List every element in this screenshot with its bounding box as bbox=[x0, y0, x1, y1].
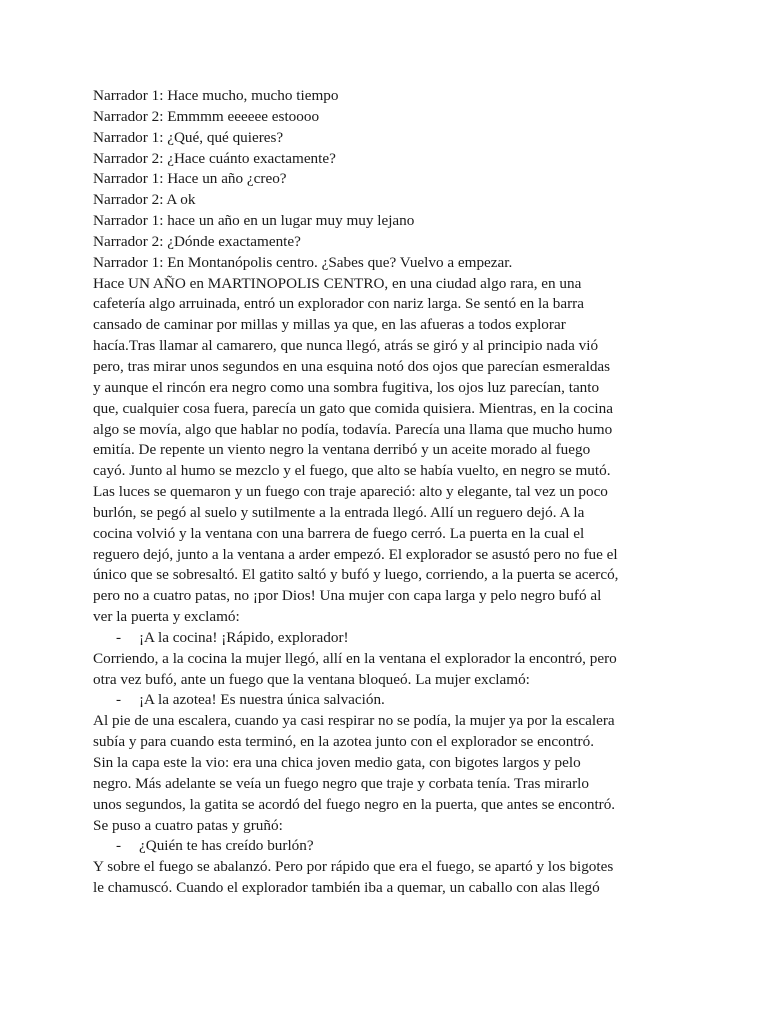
bullet-dash: - bbox=[116, 628, 122, 646]
bullet-item bbox=[93, 836, 683, 857]
bullet-text: ¡A la cocina! ¡Rápido, explorador! bbox=[139, 628, 349, 646]
paragraph-line: Al pie de una escalera, cuando ya casi respirar no se podía, la mujer ya por la escalera bbox=[93, 712, 615, 730]
bullet-item bbox=[93, 690, 683, 711]
paragraph-line: Se puso a cuatro patas y gruñó: bbox=[93, 816, 283, 834]
paragraph-line: pero, tras mirar unos segundos en una esquina notó dos ojos que parecían esmeraldas bbox=[93, 357, 611, 375]
paragraph-line: Sin la capa este la vio: era una chica joven medio gata, con bigotes largos y pelo bbox=[93, 754, 581, 771]
dialogue-line: Narrador 2: ¿Dónde exactamente? bbox=[93, 232, 301, 250]
bullet-item bbox=[93, 628, 683, 649]
paragraph-line: único que se sobresaltó. El gatito saltó y bufó y luego, corriendo, a la puerta se acercó, bbox=[93, 566, 619, 584]
paragraph-line: Corriendo, a la cocina la mujer llegó, allí en la ventana el explorador la encontró, pero bbox=[93, 649, 617, 667]
paragraph-line: ver la puerta y exclamó: bbox=[93, 608, 240, 626]
paragraph-line: y aunque el rincón era negro como una sombra fugitiva, los ojos luz parecían, tanto bbox=[93, 378, 600, 396]
bullet-dash: - bbox=[116, 837, 122, 855]
dialogue-line: Narrador 1: ¿Qué, qué quieres? bbox=[93, 128, 284, 146]
dialogue-line: Narrador 1: hace un año en un lugar muy muy lejano bbox=[93, 212, 415, 230]
paragraph-line: le chamuscó. Cuando el explorador también iba a quemar, un caballo con alas llegó bbox=[93, 879, 600, 897]
bullet-text: ¡A la azotea! Es nuestra única salvación. bbox=[139, 691, 385, 709]
dialogue-line: Narrador 2: ¿Hace cuánto exactamente? bbox=[93, 149, 336, 167]
dialogue-line: Narrador 1: En Montanópolis centro. ¿Sabes que? Vuelvo a empezar. bbox=[93, 253, 513, 271]
paragraph-line: que, cualquier cosa fuera, parecía un gato que comida quisiera. Mientras, en la cocina bbox=[93, 399, 613, 417]
paragraph-line: negro. Más adelante se veía un fuego negro que traje y corbata tenía. Tras mirarlo bbox=[93, 774, 589, 792]
paragraph-line: unos segundos, la gatita se acordó del fuego negro en la puerta, que antes se encontró. bbox=[93, 795, 616, 813]
dialogue-line: Narrador 1: Hace un año ¿creo? bbox=[93, 170, 287, 188]
bullet-dash: - bbox=[116, 691, 122, 709]
paragraph-line: otra vez bufó, ante un fuego que la ventana bloqueó. La mujer exclamó: bbox=[93, 670, 530, 688]
paragraph-line: subía y para cuando esta terminó, en la azotea junto con el explorador se encontró. bbox=[93, 733, 594, 751]
dialogue-line: Narrador 2: A ok bbox=[93, 191, 196, 209]
paragraph-line: algo se movía, algo que hablar no podía, todavía. Parecía una llama que mucho humo bbox=[93, 420, 613, 438]
paragraph-line: pero no a cuatro patas, no ¡por Dios! Una mujer con capa larga y pelo negro bufó al bbox=[93, 587, 602, 605]
paragraph-line: cansado de caminar por millas y millas ya que, en las afueras a todos explorar bbox=[93, 316, 566, 334]
paragraph-line: cocina volvió y la ventana con una barrera de fuego cerró. La puerta en la cual el bbox=[93, 524, 585, 542]
paragraph-line: Las luces se quemaron y un fuego con traje apareció: alto y elegante, tal vez un poco bbox=[93, 483, 608, 501]
dialogue-line: Narrador 1: Hace mucho, mucho tiempo bbox=[93, 87, 339, 104]
paragraph-line: reguero dejó, junto a la ventana a arder empezó. El explorador se asustó pero no fue el bbox=[93, 545, 618, 563]
paragraph-line: cafetería algo arruinada, entró un explorador con nariz larga. Se sentó en la barra bbox=[93, 295, 584, 313]
paragraph-line: emitía. De repente un viento negro la ventana derribó y un aceite morado al fuego bbox=[93, 441, 591, 459]
paragraph-line: cayó. Junto al humo se mezclo y el fuego, que alto se había vuelto, en negro se mutó. bbox=[93, 462, 611, 480]
document-body bbox=[93, 86, 683, 899]
paragraph-line: hacía.Tras llamar al camarero, que nunca llegó, atrás se giró y al principio nada vió bbox=[93, 337, 599, 355]
bullet-text: ¿Quién te has creído burlón? bbox=[139, 837, 314, 855]
paragraph-line: Y sobre el fuego se abalanzó. Pero por rápido que era el fuego, se apartó y los bigotes bbox=[93, 858, 614, 876]
dialogue-line: Narrador 2: Emmmm eeeeee estoooo bbox=[93, 107, 320, 125]
paragraph-line: burlón, se pegó al suelo y sutilmente a la entrada llegó. Allí un reguero dejó. A la bbox=[93, 503, 585, 521]
paragraph-line: Hace UN AÑO en MARTINOPOLIS CENTRO, en una ciudad algo rara, en una bbox=[93, 274, 582, 292]
